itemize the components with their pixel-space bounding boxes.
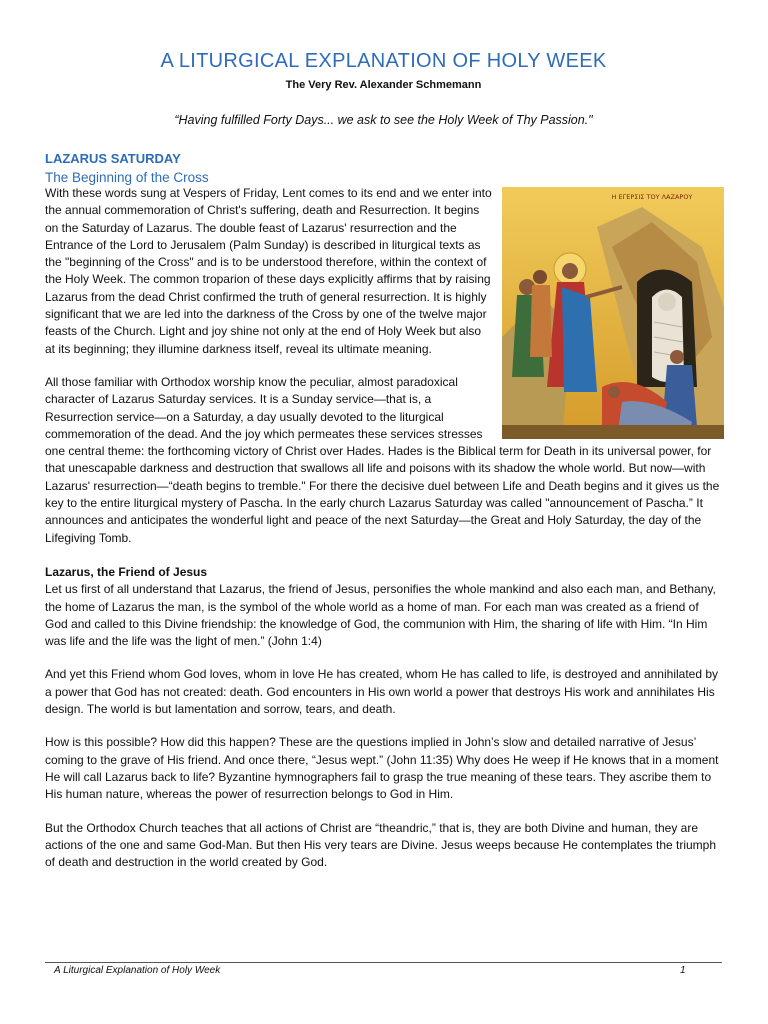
- epigraph-quote: “Having fulfilled Forty Days... we ask to see the Holy Week of Thy Passion.": [174, 113, 593, 127]
- page-number: 1: [680, 965, 686, 976]
- document-page: [45, 0, 722, 871]
- raising-of-lazarus-icon-image: [502, 187, 724, 439]
- section-paragraph: With these words sung at Vespers of Friday, Lent comes to its end and we enter into the annual commemoration of Christ's suffering, death and Resurrection. It begins on the Saturday of Lazarus. The double feast of Lazarus' resurrection and the Entrance of the Lord to Jerusalem (Palm Sunday) is described in liturgical texts as the "beginning of the Cross" and is to be understood therefore, within the context of the Holy Week. The common troparion of these days explicitly affirms that by raising Lazarus from the dead Christ confirmed the truth of general resurrection. It is highly significant that we are led into the darkness of the Cross by one of the twelve major feasts of the Church. Light and joy shine not only at the end of Holy Week but also at its beginning; they illumine darkness itself, reveal its ultimate meaning.: [45, 186, 492, 356]
- subsection-heading: Lazarus, the Friend of Jesus: [45, 564, 208, 579]
- subsection-paragraph: But the Orthodox Church teaches that all actions of Christ are “theandric,” that is, they are both Divine and human, they are actions of the one and same God-Man. But then His very tears are Divine. Jesus weeps because He contemplates the triumph of death and destruction in the world created by God.: [45, 820, 717, 870]
- subsection-paragraph: Let us first of all understand that Lazarus, the friend of Jesus, personifies the whole mankind and also each man, and Bethany, the home of Lazarus the man, is the symbol of the whole world as a home of man. For each man was created as a friend of God and called to this Divine friendship: the knowledge of God, the communion with Him, the sharing of life with Him. “In Him was life and the life was the light of men.” (John 1:4): [45, 582, 716, 649]
- author-line: The Very Rev. Alexander Schmemann: [285, 79, 482, 91]
- section-subheading: The Beginning of the Cross: [45, 170, 209, 185]
- footer-divider: [45, 962, 722, 963]
- subsection-paragraph: And yet this Friend whom God loves, whom in love He has created, whom He has called to life, is destroyed and annihilated by a power that God has not created: death. God encounters in His own world a power that destroys His work and annihilates His design. The world is but lamentation and sorrow, tears, and death.: [45, 667, 719, 717]
- icon-inscription: Η ΕΓΕΡΣΙΣ ΤΟΥ ΛΑΖΑΡΟΥ: [611, 193, 693, 201]
- footer-title: A Liturgical Explanation of Holy Week: [54, 965, 221, 976]
- subsection-paragraph: How is this possible? How did this happen? These are the questions implied in John’s slow and detailed narrative of Jesus’ coming to the grave of His friend. And once there, “Jesus wept.” (John 11:35) Why does He weep if He knows that in a moment He will call Lazarus back to life? Byzantine hymnographers fail to grasp the true meaning of these tears. They ascribe them to His human nature, whereas the power of resurrection belongs to God in Him.: [45, 735, 719, 802]
- section-heading: LAZARUS SATURDAY: [45, 151, 181, 166]
- document-title: A LITURGICAL EXPLANATION OF HOLY WEEK: [160, 50, 607, 72]
- section-paragraph: All those familiar with Orthodox worship know the peculiar, almost paradoxical character of Lazarus Saturday services. It is a Sunday service—that is, a Resurrection service—on a Saturday, a day usually devoted to the liturgical commemoration of the dead. And the joy which permeates these services stresses one central theme: the forthcoming victory of Christ over Hades. Hades is the Biblical term for Death in its universal power, for that unescapable darkness and destruction that swallows all life and poisons with its shadow the whole world. But now—with Lazarus' resurrection—“death begins to tremble." For there the decisive duel between Life and Death begins and it gives us the key to the entire liturgical mystery of Pascha. In the early church Lazarus Saturday was called "announcement of Pascha.” It announces and anticipates the wonderful light and peace of the next Saturday—the Great and Holy Saturday, the day of the Lifegiving Tomb.: [45, 374, 720, 545]
